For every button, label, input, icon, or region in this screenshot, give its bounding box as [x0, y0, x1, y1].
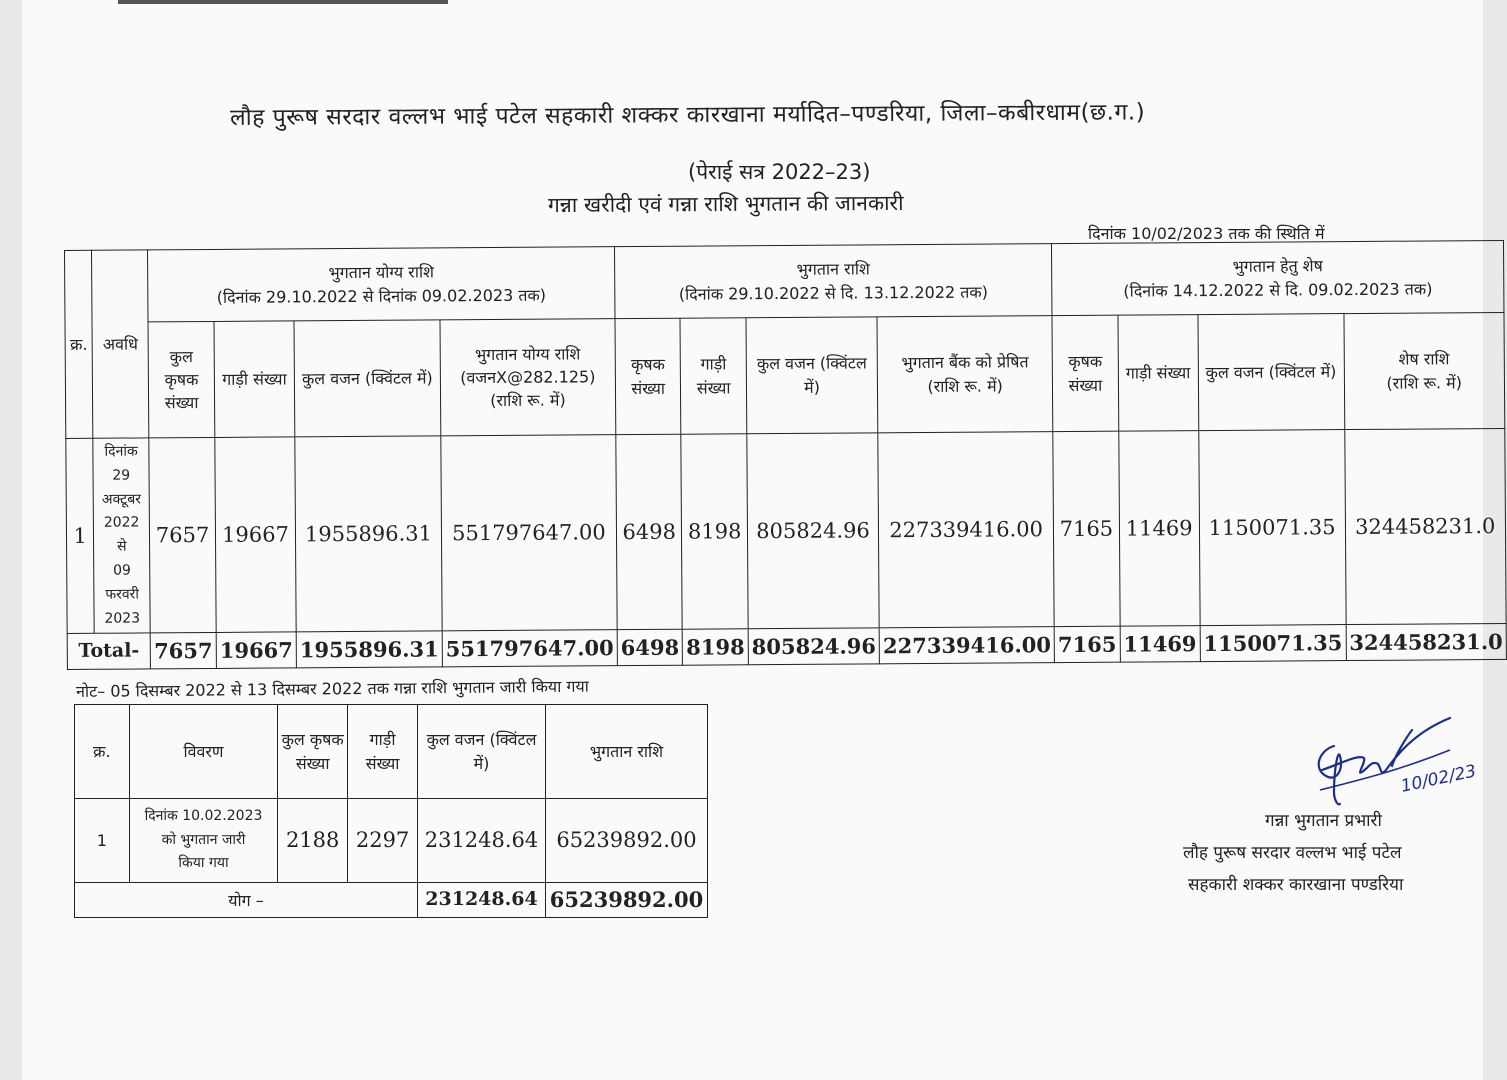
g2-farmers-header: कृषक संख्या [615, 318, 681, 434]
signatory-org-line1: लौह पुरूष सरदार वल्लभ भाई पटेल [1183, 843, 1402, 863]
total-g1-weight: 1955896.31 [296, 631, 442, 668]
row-g2-weight: 805824.96 [747, 433, 880, 629]
row-g3-vehicles: 11469 [1118, 431, 1199, 627]
g1-weight-header: कुल वजन (क्विंटल में) [294, 320, 441, 437]
g3-farmers-header: कृषक संख्या [1052, 315, 1118, 431]
row-g1-weight: 1955896.31 [295, 436, 442, 632]
total-g2-amount: 227339416.00 [879, 627, 1054, 664]
rt-desc-line3: किया गया [178, 855, 229, 872]
total-g2-vehicles: 8198 [683, 629, 749, 665]
row-period-line1: दिनांक 29 अक्टूबर [101, 443, 142, 508]
total-g2-farmers: 6498 [617, 630, 683, 666]
total-label: Total- [67, 633, 150, 670]
group-payable-range: (दिनांक 29.10.2022 से दिनांक 09.02.2023 तक) [216, 285, 547, 307]
group-payable-header [148, 247, 615, 322]
row-serial: 1 [66, 438, 95, 634]
rt-amount: 65239892.00 [545, 799, 707, 883]
note-text: नोट– 05 दिसम्बर 2022 से 13 दिसम्बर 2022 तक गन्ना राशि भुगतान जारी किया गया [76, 676, 589, 701]
col-period-header: अवधि [92, 250, 149, 438]
total-row [75, 883, 708, 918]
row-g1-farmers: 7657 [149, 437, 216, 633]
total-g3-farmers: 7165 [1054, 627, 1120, 663]
release-table [74, 704, 708, 918]
g1-amount-line3: (राशि रू. में) [490, 390, 566, 411]
g2-amount-line1: भुगतान बैंक को प्रेषित [901, 352, 1029, 373]
g1-farmers-header: कुल कृषक संख्या [148, 321, 215, 437]
session-label: (पेराई सत्र 2022–23) [688, 160, 871, 184]
g2-amount-header [877, 316, 1053, 433]
document-title: लौह पुरूष सरदार वल्लभ भाई पटेल सहकारी शक्कर कारखाना मर्यादित–पण्डरिया, जिला–कबीरधाम(छ.ग.) [230, 99, 1146, 131]
table-row [75, 799, 708, 883]
total-g2-weight: 805824.96 [748, 628, 879, 665]
row-period [93, 438, 150, 634]
group-balance-title: भुगतान हेतु शेष [1232, 256, 1323, 277]
row-g2-vehicles: 8198 [681, 434, 748, 630]
total-g3-vehicles: 11469 [1120, 626, 1200, 663]
rt-desc-header: विवरण [129, 705, 277, 799]
g2-amount-line2: (राशि रू. में) [927, 375, 1003, 396]
rt-amount-header: भुगतान राशि [545, 705, 707, 799]
rt-serial-header: क्र. [75, 705, 130, 799]
payment-summary-table [64, 240, 1507, 670]
total-g3-amount: 324458231.0 [1346, 624, 1507, 661]
row-period-line2: 2022 से [103, 514, 140, 555]
rt-total-weight: 231248.64 [418, 883, 546, 918]
g3-amount-header [1344, 312, 1505, 429]
group-paid-title: भुगतान राशि [796, 259, 870, 280]
group-paid-range: (दिनांक 29.10.2022 से दि. 13.12.2022 तक) [678, 282, 988, 304]
col-serial-header: क्र. [65, 250, 94, 438]
total-g1-amount: 551797647.00 [442, 630, 617, 667]
total-g3-weight: 1150071.35 [1200, 625, 1346, 662]
g3-amount-line1: शेष राशि [1398, 349, 1450, 369]
group-payable-title: भुगतान योग्य राशि [328, 262, 435, 283]
row-g2-amount: 227339416.00 [878, 432, 1054, 629]
total-g1-farmers: 7657 [150, 633, 216, 669]
row-g2-farmers: 6498 [616, 434, 683, 630]
rt-weight-header: कुल वजन (क्विंटल में) [418, 705, 546, 799]
signatory-org-line2: सहकारी शक्कर कारखाना पण्डरिया [1188, 875, 1404, 895]
g1-amount-header [440, 319, 616, 436]
group-balance-header [1052, 240, 1504, 315]
rt-serial: 1 [75, 799, 130, 883]
rt-farmers: 2188 [278, 799, 348, 883]
row-g1-amount: 551797647.00 [441, 435, 617, 632]
rt-vehicles: 2297 [348, 799, 418, 883]
rt-farmers-header: कुल कृषक संख्या [278, 705, 348, 799]
document-subtitle: गन्ना खरीदी एवं गन्ना राशि भुगतान की जानकारी [547, 190, 904, 218]
rt-total-amount: 65239892.00 [545, 883, 707, 918]
g3-amount-line2: (राशि रू. में) [1386, 372, 1463, 393]
rt-desc [129, 799, 277, 883]
signature-date: 10/02/23 [1399, 761, 1479, 797]
row-g3-farmers: 7165 [1053, 431, 1120, 627]
g1-amount-line1: भुगतान योग्य राशि [474, 344, 581, 364]
g2-vehicles-header: गाड़ी संख्या [680, 318, 746, 434]
g1-vehicles-header: गाड़ी संख्या [214, 321, 295, 438]
rt-vehicles-header: गाड़ी संख्या [348, 705, 418, 799]
signatory-title: गन्ना भुगतान प्रभारी [1265, 811, 1382, 831]
row-g1-vehicles: 19667 [215, 437, 296, 633]
rt-desc-line2: को भुगतान जारी [161, 831, 246, 848]
g2-weight-header: कुल वजन (क्विंटल में) [746, 317, 878, 434]
rt-total-label: योग – [75, 883, 418, 918]
top-edge-line [118, 0, 448, 4]
total-g1-vehicles: 19667 [216, 632, 296, 669]
rt-desc-line1: दिनांक 10.02.2023 [144, 807, 263, 824]
row-g3-weight: 1150071.35 [1199, 430, 1346, 626]
group-balance-range: (दिनांक 14.12.2022 से दि. 09.02.2023 तक) [1123, 278, 1433, 301]
rt-weight: 231248.64 [418, 799, 546, 883]
group-paid-header [614, 244, 1052, 319]
g3-weight-header: कुल वजन (क्विंटल में) [1198, 314, 1345, 431]
row-period-line3: 09 फरवरी 2023 [104, 562, 141, 627]
signature [1300, 710, 1480, 820]
status-date: दिनांक 10/02/2023 तक की स्थिति में [1088, 224, 1325, 243]
g1-amount-line2: (वजनX@282.125) [460, 367, 596, 388]
row-g3-amount: 324458231.0 [1344, 428, 1506, 624]
g3-vehicles-header: गाड़ी संख्या [1118, 315, 1199, 432]
table-row [66, 428, 1506, 633]
